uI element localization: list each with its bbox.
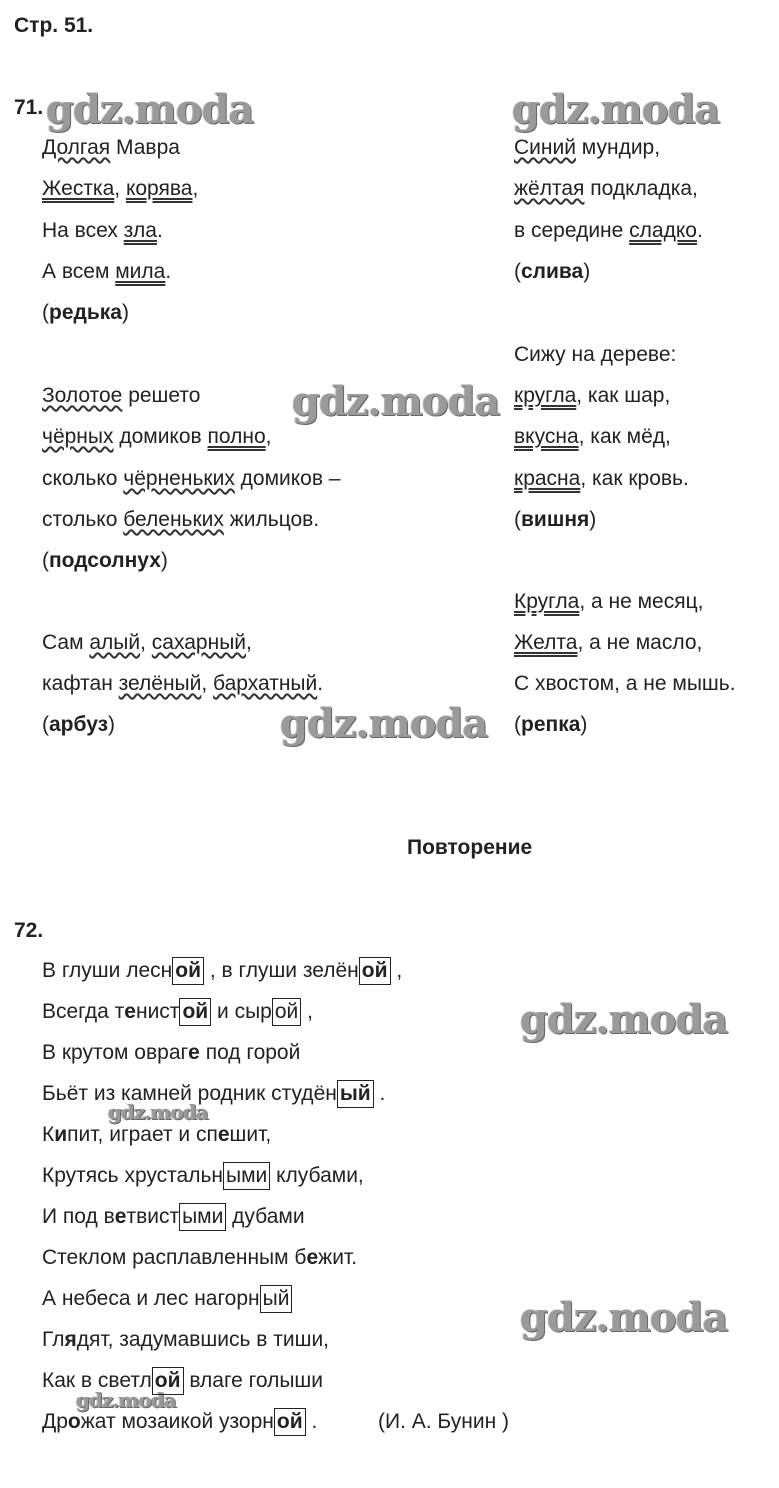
word: А всем: [42, 260, 116, 283]
watermark: gdz.moda: [520, 996, 728, 1043]
riddle-line: [42, 220, 163, 241]
riddle-line: [514, 178, 698, 199]
word: чёрных: [42, 425, 114, 448]
word: ,: [246, 631, 252, 654]
ending-box: ый: [337, 1080, 374, 1108]
word: жильцов.: [223, 508, 320, 531]
word: кругла: [514, 384, 577, 407]
word: вкусна: [514, 425, 579, 448]
ending-box: ой: [152, 1367, 184, 1395]
watermark: gdz.moda: [292, 378, 500, 425]
riddle-line: С хвостом, а не мышь.: [514, 672, 736, 695]
riddle-line: [42, 178, 198, 199]
ending-box: ой: [272, 998, 301, 1026]
word: Золотое: [42, 384, 123, 407]
word: домиков –: [234, 467, 341, 490]
word: Кругла: [514, 590, 580, 613]
riddle-line: [42, 673, 323, 694]
word: Сам: [42, 631, 90, 654]
poem-line: Бьёт из камней родник студён ый .: [42, 1083, 385, 1104]
riddle-line: Сижу на дереве:: [514, 343, 677, 366]
poem-line: Дрожат мозаикой узорн ой .: [42, 1411, 317, 1432]
word: , как шар,: [576, 384, 671, 407]
ending-box: ой: [179, 998, 211, 1026]
riddle-line: [514, 632, 702, 653]
word: ,: [140, 631, 152, 654]
riddle-answer: (слива): [514, 260, 591, 283]
poem-line: Всегда тенист ой и сыр ой ,: [42, 1001, 313, 1022]
word: , а не масло,: [577, 631, 703, 654]
poem-author: (И. А. Бунин ): [378, 1410, 510, 1433]
riddle-line: [42, 261, 171, 282]
riddle-answer: (арбуз): [42, 713, 116, 736]
riddle-line: [514, 385, 670, 406]
word: зелёный: [118, 672, 202, 695]
ending-box: ыми: [179, 1203, 226, 1231]
word: столько: [42, 508, 124, 531]
riddle-answer: (вишня): [514, 508, 597, 531]
word: жёлтая: [514, 177, 585, 200]
word: алый: [89, 631, 141, 654]
watermark: gdz.moda: [46, 86, 254, 133]
riddle-line: [42, 509, 319, 530]
riddle-answer: (редька): [42, 301, 129, 324]
word: ,: [192, 177, 199, 200]
word: в середине: [514, 219, 630, 242]
word: Жестка: [42, 177, 115, 200]
word: чёрненьких: [123, 467, 235, 490]
word: .: [165, 260, 172, 283]
exercise-number: 72.: [14, 919, 44, 942]
word: мила: [115, 260, 166, 283]
riddle-line: [514, 591, 703, 612]
riddle-line: [514, 468, 689, 489]
poem-line: Кипит, играет и спешит,: [42, 1123, 272, 1146]
watermark: gdz.moda: [108, 1100, 208, 1124]
word: , а не месяц,: [579, 590, 704, 613]
watermark: gdz.moda: [76, 1388, 176, 1412]
riddle-answer: (репка): [514, 713, 588, 736]
riddle-answer: (подсолнух): [42, 549, 168, 572]
word: , как кровь.: [580, 467, 689, 490]
word: подкладка,: [584, 177, 698, 200]
ending-box: ой: [172, 957, 204, 985]
word: решето: [122, 384, 201, 407]
word: ,: [265, 425, 272, 448]
word: Синий: [514, 136, 576, 159]
watermark: gdz.moda: [512, 86, 720, 133]
word: беленьких: [123, 508, 224, 531]
word: корява: [125, 177, 193, 200]
word: .: [696, 219, 703, 242]
word: Желта: [514, 631, 578, 654]
word: кафтан: [42, 672, 119, 695]
poem-line: Крутясь хрустальн ыми клубами,: [42, 1165, 364, 1186]
poem-line: Глядят, задумавшись в тиши,: [42, 1328, 330, 1351]
word: .: [156, 219, 163, 242]
poem-line: В глуши лесн ой , в глуши зелён ой ,: [42, 960, 402, 981]
word: Мавра: [110, 136, 180, 159]
riddle-line: [42, 385, 200, 406]
word: зла: [123, 219, 157, 242]
riddle-line: [42, 426, 272, 447]
poem-line: В крутом овраге под горой: [42, 1041, 301, 1064]
riddle-line: [514, 137, 660, 158]
word: ,: [114, 177, 126, 200]
riddle-line: [42, 137, 180, 158]
word: домиков: [113, 425, 208, 448]
word: бархатный: [213, 672, 318, 695]
section-title: Повторение: [407, 836, 533, 859]
word: мундир,: [575, 136, 661, 159]
riddle-line: [514, 220, 703, 241]
poem-line: И под ветвист ыми дубами: [42, 1206, 305, 1227]
ending-box: ый: [260, 1285, 293, 1313]
word: красна: [514, 467, 581, 490]
word: На всех: [42, 219, 124, 242]
watermark: gdz.moda: [520, 1294, 728, 1341]
word: сладко: [629, 219, 697, 242]
word: сахарный: [151, 631, 247, 654]
page-number: Стр. 51.: [14, 14, 94, 37]
word: ,: [201, 672, 214, 695]
word: сколько: [42, 467, 124, 490]
poem-line: А небеса и лес нагорн ый: [42, 1288, 292, 1309]
ending-box: ыми: [223, 1162, 270, 1190]
word: .: [317, 672, 324, 695]
word: полно: [207, 425, 266, 448]
poem-line: Стеклом расплавленным бежит.: [42, 1246, 358, 1269]
poem-line: Как в светл ой влаге голыши: [42, 1370, 323, 1391]
riddle-line: [42, 468, 341, 489]
watermark: gdz.moda: [280, 700, 488, 747]
riddle-line: [514, 426, 671, 447]
word: , как мёд,: [578, 425, 671, 448]
word: Долгая: [42, 136, 111, 159]
ending-box: ой: [359, 957, 391, 985]
exercise-number: 71.: [14, 96, 44, 119]
riddle-line: [42, 632, 252, 653]
ending-box: ой: [274, 1408, 306, 1436]
